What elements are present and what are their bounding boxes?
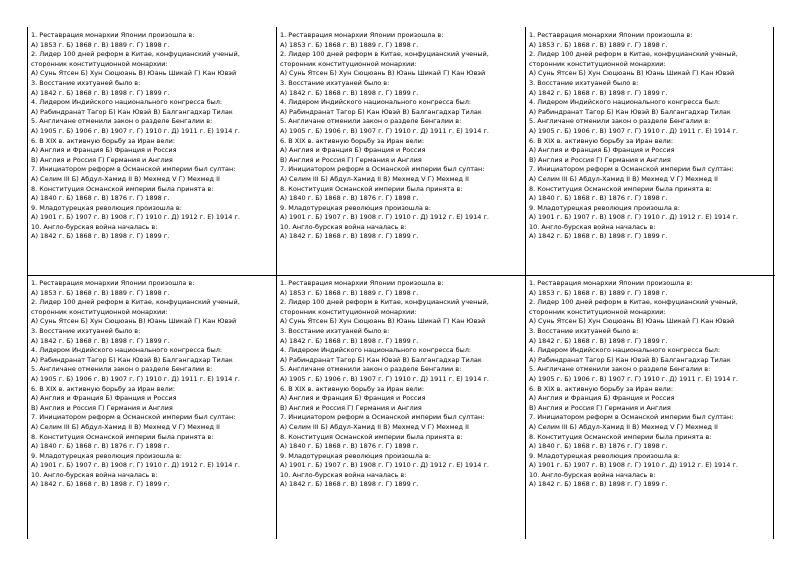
question-1: 1. Реставрация монархии Японии произошла в: <box>280 279 444 287</box>
question-9: 9. Младотурецкая революция произошла в: <box>280 203 431 212</box>
answers-4: А) Рабиндранат Тагор Б) Кан Ювэй В) Балгангадхар Тилак <box>529 107 731 116</box>
question-10: 10. Англо-бурская война началась в: <box>280 470 407 479</box>
answers-6a: А) Англия и Франция Б) Франция и Россия <box>529 394 675 403</box>
question-3: 3. Восстание ихэтуаней было в: <box>280 326 390 335</box>
question-4: 4. Лидером Индийского национального конгресса был: <box>31 346 223 355</box>
answers-1: А) 1853 г. Б) 1868 г. В) 1889 г. Г) 1898 г. <box>280 288 419 297</box>
answers-10: А) 1842 г. Б) 1868 г. В) 1898 г. Г) 1899 г. <box>529 480 668 489</box>
question-8: 8. Конституция Османской империи была принята в: <box>31 432 214 441</box>
answers-2: А) Сунь Ятсен Б) Хун Сюцюань В) Юань Шикай Г) Кан Ювэй <box>280 317 486 326</box>
quiz-card <box>277 27 526 276</box>
answers-10: А) 1842 г. Б) 1868 г. В) 1898 г. Г) 1899 г. <box>31 232 170 241</box>
question-7: 7. Инициатором реформ в Османской империи был султан: <box>280 165 485 174</box>
question-7: 7. Инициатором реформ в Османской империи был султан: <box>529 413 734 422</box>
answers-6b: В) Англия и Россия Г) Германия и Англия <box>280 155 422 164</box>
question-7: 7. Инициатором реформ в Османской империи был султан: <box>529 165 734 174</box>
answers-6b: В) Англия и Россия Г) Германия и Англия <box>280 403 422 412</box>
question-8: 8. Конституция Османской империи была принята в: <box>280 432 463 441</box>
answers-6b: В) Англия и Россия Г) Германия и Англия <box>31 155 173 164</box>
answers-6a: А) Англия и Франция Б) Франция и Россия <box>280 146 426 155</box>
answers-8: А) 1840 г. Б) 1868 г. В) 1876 г. Г) 1898 г. <box>31 442 170 451</box>
question-2: 2. Лидер 100 дней реформ в Китае, конфуцианский ученый, сторонник конституционной монархии: <box>280 298 489 316</box>
quiz-card <box>28 276 277 539</box>
question-5: 5. Англичане отменили закон о разделе Бенгалии в: <box>31 117 213 126</box>
question-4: 4. Лидером Индийского национального конгресса был: <box>529 98 721 107</box>
question-4: 4. Лидером Индийского национального конгресса был: <box>280 98 472 107</box>
question-2: 2. Лидер 100 дней реформ в Китае, конфуцианский ученый, сторонник конституционной монархии: <box>31 298 240 316</box>
answers-4: А) Рабиндранат Тагор Б) Кан Ювэй В) Балгангадхар Тилак <box>529 355 731 364</box>
answers-6a: А) Англия и Франция Б) Франция и Россия <box>529 146 675 155</box>
question-4: 4. Лидером Индийского национального конгресса был: <box>280 346 472 355</box>
answers-3: А) 1842 г. Б) 1868 г. В) 1898 г. Г) 1899 г. <box>31 336 170 345</box>
question-5: 5. Англичане отменили закон о разделе Бенгалии в: <box>31 365 213 374</box>
answers-7: А) Селим III Б) Абдул-Хамид II В) Мехмед V Г) Мехмед II <box>280 422 469 431</box>
answers-2: А) Сунь Ятсен Б) Хун Сюцюань В) Юань Шикай Г) Кан Ювэй <box>529 317 735 326</box>
quiz-card <box>526 27 775 276</box>
question-3: 3. Восстание ихэтуаней было в: <box>529 326 639 335</box>
answers-4: А) Рабиндранат Тагор Б) Кан Ювэй В) Балгангадхар Тилак <box>280 107 482 116</box>
answers-9: А) 1901 г. Б) 1907 г. В) 1908 г. Г) 1910 г. Д) 1912 г. Е) 1914 г. <box>280 461 489 470</box>
quiz-card <box>28 27 277 276</box>
question-10: 10. Англо-бурская война началась в: <box>529 222 656 231</box>
answers-1: А) 1853 г. Б) 1868 г. В) 1889 г. Г) 1898 г. <box>529 288 668 297</box>
question-3: 3. Восстание ихэтуаней было в: <box>31 326 141 335</box>
question-5: 5. Англичане отменили закон о разделе Бенгалии в: <box>529 117 711 126</box>
question-2: 2. Лидер 100 дней реформ в Китае, конфуцианский ученый, сторонник конституционной монархии: <box>31 50 240 68</box>
question-8: 8. Конституция Османской империи была принята в: <box>31 184 214 193</box>
question-6: 6. В XIX в. активную борьбу за Иран вели: <box>529 384 674 393</box>
answers-1: А) 1853 г. Б) 1868 г. В) 1889 г. Г) 1898 г. <box>529 40 668 49</box>
answers-8: А) 1840 г. Б) 1868 г. В) 1876 г. Г) 1898 г. <box>31 194 170 203</box>
answers-7: А) Селим III Б) Абдул-Хамид II В) Мехмед V Г) Мехмед II <box>31 174 220 183</box>
answers-2: А) Сунь Ятсен Б) Хун Сюцюань В) Юань Шикай Г) Кан Ювэй <box>31 317 237 326</box>
question-2: 2. Лидер 100 дней реформ в Китае, конфуцианский ученый, сторонник конституционной монархии: <box>529 50 738 68</box>
answers-6b: В) Англия и Россия Г) Германия и Англия <box>529 155 671 164</box>
quiz-card <box>277 276 526 539</box>
quiz-card <box>526 276 775 539</box>
answers-2: А) Сунь Ятсен Б) Хун Сюцюань В) Юань Шикай Г) Кан Ювэй <box>31 69 237 78</box>
question-4: 4. Лидером Индийского национального конгресса был: <box>31 98 223 107</box>
answers-10: А) 1842 г. Б) 1868 г. В) 1898 г. Г) 1899 г. <box>280 480 419 489</box>
answers-4: А) Рабиндранат Тагор Б) Кан Ювэй В) Балгангадхар Тилак <box>31 107 233 116</box>
question-10: 10. Англо-бурская война началась в: <box>529 470 656 479</box>
question-3: 3. Восстание ихэтуаней было в: <box>529 78 639 87</box>
quiz-card-grid <box>27 27 774 539</box>
question-2: 2. Лидер 100 дней реформ в Китае, конфуцианский ученый, сторонник конституционной монархии: <box>529 298 738 316</box>
answers-10: А) 1842 г. Б) 1868 г. В) 1898 г. Г) 1899 г. <box>280 232 419 241</box>
answers-5: А) 1905 г. Б) 1906 г. В) 1907 г. Г) 1910 г. Д) 1911 г. Е) 1914 г. <box>529 126 738 135</box>
question-7: 7. Инициатором реформ в Османской империи был султан: <box>31 165 236 174</box>
answers-2: А) Сунь Ятсен Б) Хун Сюцюань В) Юань Шикай Г) Кан Ювэй <box>529 69 735 78</box>
answers-3: А) 1842 г. Б) 1868 г. В) 1898 г. Г) 1899 г. <box>31 88 170 97</box>
question-7: 7. Инициатором реформ в Османской империи был султан: <box>280 413 485 422</box>
answers-3: А) 1842 г. Б) 1868 г. В) 1898 г. Г) 1899 г. <box>529 336 668 345</box>
question-1: 1. Реставрация монархии Японии произошла в: <box>529 279 693 287</box>
answers-9: А) 1901 г. Б) 1907 г. В) 1908 г. Г) 1910 г. Д) 1912 г. Е) 1914 г. <box>31 461 240 470</box>
answers-4: А) Рабиндранат Тагор Б) Кан Ювэй В) Балгангадхар Тилак <box>31 355 233 364</box>
question-10: 10. Англо-бурская война началась в: <box>31 470 158 479</box>
question-1: 1. Реставрация монархии Японии произошла в: <box>280 31 444 39</box>
question-5: 5. Англичане отменили закон о разделе Бенгалии в: <box>280 117 462 126</box>
answers-5: А) 1905 г. Б) 1906 г. В) 1907 г. Г) 1910 г. Д) 1911 г. Е) 1914 г. <box>280 126 489 135</box>
answers-7: А) Селим III Б) Абдул-Хамид II В) Мехмед V Г) Мехмед II <box>529 422 718 431</box>
answers-5: А) 1905 г. Б) 1906 г. В) 1907 г. Г) 1910 г. Д) 1911 г. Е) 1914 г. <box>31 374 240 383</box>
question-6: 6. В XIX в. активную борьбу за Иран вели: <box>529 136 674 145</box>
question-8: 8. Конституция Османской империи была принята в: <box>280 184 463 193</box>
answers-6b: В) Англия и Россия Г) Германия и Англия <box>529 403 671 412</box>
answers-9: А) 1901 г. Б) 1907 г. В) 1908 г. Г) 1910 г. Д) 1912 г. Е) 1914 г. <box>280 213 489 222</box>
page <box>27 27 774 539</box>
answers-2: А) Сунь Ятсен Б) Хун Сюцюань В) Юань Шикай Г) Кан Ювэй <box>280 69 486 78</box>
question-6: 6. В XIX в. активную борьбу за Иран вели: <box>280 384 425 393</box>
answers-7: А) Селим III Б) Абдул-Хамид II В) Мехмед V Г) Мехмед II <box>280 174 469 183</box>
answers-7: А) Селим III Б) Абдул-Хамид II В) Мехмед V Г) Мехмед II <box>31 422 220 431</box>
answers-6a: А) Англия и Франция Б) Франция и Россия <box>31 146 177 155</box>
question-9: 9. Младотурецкая революция произошла в: <box>31 203 182 212</box>
answers-1: А) 1853 г. Б) 1868 г. В) 1889 г. Г) 1898 г. <box>31 40 170 49</box>
question-9: 9. Младотурецкая революция произошла в: <box>529 203 680 212</box>
answers-9: А) 1901 г. Б) 1907 г. В) 1908 г. Г) 1910 г. Д) 1912 г. Е) 1914 г. <box>31 213 240 222</box>
answers-3: А) 1842 г. Б) 1868 г. В) 1898 г. Г) 1899 г. <box>529 88 668 97</box>
question-10: 10. Англо-бурская война началась в: <box>280 222 407 231</box>
answers-4: А) Рабиндранат Тагор Б) Кан Ювэй В) Балгангадхар Тилак <box>280 355 482 364</box>
answers-8: А) 1840 г. Б) 1868 г. В) 1876 г. Г) 1898 г. <box>529 442 668 451</box>
answers-7: А) Селим III Б) Абдул-Хамид II В) Мехмед V Г) Мехмед II <box>529 174 718 183</box>
question-9: 9. Младотурецкая революция произошла в: <box>280 451 431 460</box>
question-2: 2. Лидер 100 дней реформ в Китае, конфуцианский ученый, сторонник конституционной монархии: <box>280 50 489 68</box>
question-1: 1. Реставрация монархии Японии произошла в: <box>529 31 693 39</box>
question-6: 6. В XIX в. активную борьбу за Иран вели: <box>31 384 176 393</box>
question-8: 8. Конституция Османской империи была принята в: <box>529 184 712 193</box>
question-1: 1. Реставрация монархии Японии произошла в: <box>31 279 195 287</box>
answers-3: А) 1842 г. Б) 1868 г. В) 1898 г. Г) 1899 г. <box>280 336 419 345</box>
question-5: 5. Англичане отменили закон о разделе Бенгалии в: <box>529 365 711 374</box>
question-4: 4. Лидером Индийского национального конгресса был: <box>529 346 721 355</box>
answers-1: А) 1853 г. Б) 1868 г. В) 1889 г. Г) 1898 г. <box>280 40 419 49</box>
answers-9: А) 1901 г. Б) 1907 г. В) 1908 г. Г) 1910 г. Д) 1912 г. Е) 1914 г. <box>529 461 738 470</box>
question-9: 9. Младотурецкая революция произошла в: <box>529 451 680 460</box>
answers-3: А) 1842 г. Б) 1868 г. В) 1898 г. Г) 1899 г. <box>280 88 419 97</box>
answers-8: А) 1840 г. Б) 1868 г. В) 1876 г. Г) 1898 г. <box>280 442 419 451</box>
question-8: 8. Конституция Османской империи была принята в: <box>529 432 712 441</box>
answers-8: А) 1840 г. Б) 1868 г. В) 1876 г. Г) 1898 г. <box>529 194 668 203</box>
answers-6a: А) Англия и Франция Б) Франция и Россия <box>280 394 426 403</box>
question-9: 9. Младотурецкая революция произошла в: <box>31 451 182 460</box>
answers-10: А) 1842 г. Б) 1868 г. В) 1898 г. Г) 1899 г. <box>31 480 170 489</box>
question-10: 10. Англо-бурская война началась в: <box>31 222 158 231</box>
question-6: 6. В XIX в. активную борьбу за Иран вели: <box>280 136 425 145</box>
question-6: 6. В XIX в. активную борьбу за Иран вели: <box>31 136 176 145</box>
answers-5: А) 1905 г. Б) 1906 г. В) 1907 г. Г) 1910 г. Д) 1911 г. Е) 1914 г. <box>280 374 489 383</box>
answers-5: А) 1905 г. Б) 1906 г. В) 1907 г. Г) 1910 г. Д) 1911 г. Е) 1914 г. <box>529 374 738 383</box>
question-5: 5. Англичане отменили закон о разделе Бенгалии в: <box>280 365 462 374</box>
answers-5: А) 1905 г. Б) 1906 г. В) 1907 г. Г) 1910 г. Д) 1911 г. Е) 1914 г. <box>31 126 240 135</box>
answers-6b: В) Англия и Россия Г) Германия и Англия <box>31 403 173 412</box>
question-1: 1. Реставрация монархии Японии произошла в: <box>31 31 195 39</box>
question-7: 7. Инициатором реформ в Османской империи был султан: <box>31 413 236 422</box>
question-3: 3. Восстание ихэтуаней было в: <box>31 78 141 87</box>
question-3: 3. Восстание ихэтуаней было в: <box>280 78 390 87</box>
answers-8: А) 1840 г. Б) 1868 г. В) 1876 г. Г) 1898 г. <box>280 194 419 203</box>
answers-1: А) 1853 г. Б) 1868 г. В) 1889 г. Г) 1898 г. <box>31 288 170 297</box>
answers-6a: А) Англия и Франция Б) Франция и Россия <box>31 394 177 403</box>
answers-9: А) 1901 г. Б) 1907 г. В) 1908 г. Г) 1910 г. Д) 1912 г. Е) 1914 г. <box>529 213 738 222</box>
answers-10: А) 1842 г. Б) 1868 г. В) 1898 г. Г) 1899 г. <box>529 232 668 241</box>
